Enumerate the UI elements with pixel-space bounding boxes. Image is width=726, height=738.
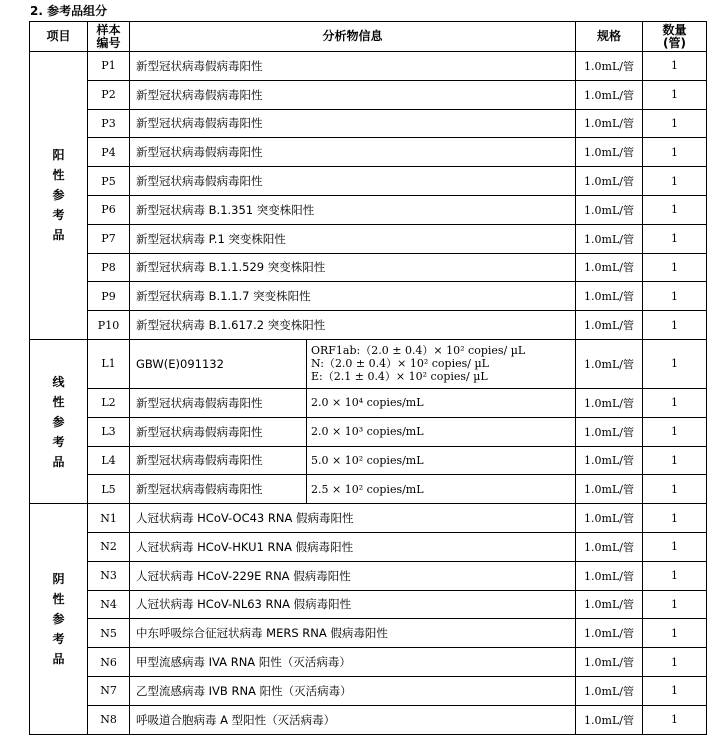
sample-id: N4 (88, 590, 130, 619)
spec-cell: 1.0mL/管 (576, 561, 643, 590)
table-row (30, 253, 707, 282)
qty-cell: 1 (643, 532, 707, 561)
table-row (30, 167, 707, 196)
concentration-cell: 2.0 × 10⁴ copies/mL (307, 388, 576, 417)
analyte-info: 新型冠状病毒假病毒阳性 (130, 52, 576, 81)
analyte-info: 新型冠状病毒假病毒阳性 (130, 109, 576, 138)
analyte-info: 人冠状病毒 HCoV-OC43 RNA 假病毒阳性 (130, 504, 576, 533)
header-project: 项目 (30, 22, 88, 52)
table-row (30, 109, 707, 138)
qty-cell: 1 (643, 648, 707, 677)
qty-cell: 1 (643, 167, 707, 196)
qty-cell: 1 (643, 705, 707, 734)
spec-cell: 1.0mL/管 (576, 282, 643, 311)
analyte-info: 乙型流感病毒 IVB RNA 阳性（灭活病毒） (130, 676, 576, 705)
table-row (30, 80, 707, 109)
qty-cell: 1 (643, 619, 707, 648)
analyte-info: GBW(E)091132 (130, 339, 307, 388)
table-row (30, 705, 707, 734)
table-row (30, 311, 707, 340)
analyte-info: 新型冠状病毒假病毒阳性 (130, 475, 307, 504)
analyte-info: 新型冠状病毒 B.1.617.2 突变株阳性 (130, 311, 576, 340)
spec-cell: 1.0mL/管 (576, 446, 643, 475)
qty-cell: 1 (643, 311, 707, 340)
spec-cell: 1.0mL/管 (576, 388, 643, 417)
group-negative: 阴性参考品 (30, 504, 88, 734)
sample-id: N3 (88, 561, 130, 590)
spec-cell: 1.0mL/管 (576, 224, 643, 253)
group-linear: 线性参考品 (30, 339, 88, 503)
qty-cell: 1 (643, 80, 707, 109)
header-sample-id: 样本编号 (88, 22, 130, 52)
spec-cell: 1.0mL/管 (576, 676, 643, 705)
spec-cell: 1.0mL/管 (576, 109, 643, 138)
section-title: 2. 参考品组分 (30, 4, 108, 18)
analyte-info: 新型冠状病毒 B.1.351 突变株阳性 (130, 195, 576, 224)
spec-cell: 1.0mL/管 (576, 253, 643, 282)
table-row (30, 138, 707, 167)
spec-cell: 1.0mL/管 (576, 504, 643, 533)
header-qty: 数量(管) (643, 22, 707, 52)
sample-id: L1 (88, 339, 130, 388)
sample-id: N6 (88, 648, 130, 677)
concentration-cell: 2.5 × 10² copies/mL (307, 475, 576, 504)
analyte-info: 呼吸道合胞病毒 A 型阳性（灭活病毒） (130, 705, 576, 734)
concentration-cell: 2.0 × 10³ copies/mL (307, 417, 576, 446)
qty-cell: 1 (643, 109, 707, 138)
spec-cell: 1.0mL/管 (576, 339, 643, 388)
qty-cell: 1 (643, 504, 707, 533)
analyte-info: 新型冠状病毒假病毒阳性 (130, 167, 576, 196)
sample-id: L4 (88, 446, 130, 475)
analyte-info: 新型冠状病毒 B.1.1.7 突变株阳性 (130, 282, 576, 311)
spec-cell: 1.0mL/管 (576, 167, 643, 196)
sample-id: N5 (88, 619, 130, 648)
concentration-orf1ab: ORF1ab:（2.0 ± 0.4）× 10² copies/ µL (311, 344, 526, 358)
sample-id: N7 (88, 676, 130, 705)
qty-cell: 1 (643, 339, 707, 388)
sample-id: L3 (88, 417, 130, 446)
spec-cell: 1.0mL/管 (576, 417, 643, 446)
sample-id: N1 (88, 504, 130, 533)
spec-cell: 1.0mL/管 (576, 138, 643, 167)
spec-cell: 1.0mL/管 (576, 52, 643, 81)
table-row (30, 224, 707, 253)
spec-cell: 1.0mL/管 (576, 195, 643, 224)
table-row (30, 475, 707, 504)
qty-cell: 1 (643, 590, 707, 619)
analyte-info: 新型冠状病毒 P.1 突变株阳性 (130, 224, 576, 253)
table-row (30, 388, 707, 417)
reference-table (29, 21, 707, 735)
concentration-cell: 5.0 × 10² copies/mL (307, 446, 576, 475)
table-row (30, 504, 707, 533)
analyte-info: 人冠状病毒 HCoV-229E RNA 假病毒阳性 (130, 561, 576, 590)
sample-id: P7 (88, 224, 130, 253)
table-row (30, 339, 707, 388)
spec-cell: 1.0mL/管 (576, 532, 643, 561)
table-row (30, 590, 707, 619)
table-row (30, 676, 707, 705)
header-analyte: 分析物信息 (130, 22, 576, 52)
concentration-n: N:（2.0 ± 0.4）× 10² copies/ µL (311, 357, 489, 371)
table-row (30, 417, 707, 446)
qty-cell: 1 (643, 676, 707, 705)
table-row (30, 648, 707, 677)
table-row (30, 52, 707, 81)
sample-id: P3 (88, 109, 130, 138)
table-header-row (30, 22, 707, 52)
sample-id: P1 (88, 52, 130, 81)
qty-cell: 1 (643, 282, 707, 311)
table-row (30, 282, 707, 311)
qty-cell: 1 (643, 561, 707, 590)
analyte-info: 新型冠状病毒 B.1.1.529 突变株阳性 (130, 253, 576, 282)
analyte-info: 甲型流感病毒 IVA RNA 阳性（灭活病毒） (130, 648, 576, 677)
qty-cell: 1 (643, 52, 707, 81)
analyte-info: 新型冠状病毒假病毒阳性 (130, 417, 307, 446)
header-spec: 规格 (576, 22, 643, 52)
sample-id: P5 (88, 167, 130, 196)
analyte-info: 新型冠状病毒假病毒阳性 (130, 138, 576, 167)
group-positive: 阳性参考品 (30, 52, 88, 340)
spec-cell: 1.0mL/管 (576, 619, 643, 648)
sample-id: P9 (88, 282, 130, 311)
sample-id: L5 (88, 475, 130, 504)
concentration-e: E:（2.1 ± 0.4）× 10² copies/ µL (311, 370, 488, 384)
analyte-info: 人冠状病毒 HCoV-NL63 RNA 假病毒阳性 (130, 590, 576, 619)
qty-cell: 1 (643, 446, 707, 475)
sample-id: P6 (88, 195, 130, 224)
sample-id: P2 (88, 80, 130, 109)
concentration-cell (307, 339, 576, 388)
analyte-info: 新型冠状病毒假病毒阳性 (130, 80, 576, 109)
sample-id: N8 (88, 705, 130, 734)
sample-id: N2 (88, 532, 130, 561)
qty-cell: 1 (643, 475, 707, 504)
spec-cell: 1.0mL/管 (576, 311, 643, 340)
spec-cell: 1.0mL/管 (576, 590, 643, 619)
qty-cell: 1 (643, 388, 707, 417)
table-row (30, 561, 707, 590)
analyte-info: 新型冠状病毒假病毒阳性 (130, 446, 307, 475)
analyte-info: 中东呼吸综合征冠状病毒 MERS RNA 假病毒阳性 (130, 619, 576, 648)
table-row (30, 195, 707, 224)
table-row (30, 619, 707, 648)
sample-id: P10 (88, 311, 130, 340)
qty-cell: 1 (643, 253, 707, 282)
spec-cell: 1.0mL/管 (576, 475, 643, 504)
qty-cell: 1 (643, 224, 707, 253)
table-row (30, 446, 707, 475)
qty-cell: 1 (643, 195, 707, 224)
table-row (30, 532, 707, 561)
spec-cell: 1.0mL/管 (576, 648, 643, 677)
spec-cell: 1.0mL/管 (576, 705, 643, 734)
sample-id: P4 (88, 138, 130, 167)
sample-id: L2 (88, 388, 130, 417)
sample-id: P8 (88, 253, 130, 282)
spec-cell: 1.0mL/管 (576, 80, 643, 109)
qty-cell: 1 (643, 417, 707, 446)
qty-cell: 1 (643, 138, 707, 167)
analyte-info: 人冠状病毒 HCoV-HKU1 RNA 假病毒阳性 (130, 532, 576, 561)
analyte-info: 新型冠状病毒假病毒阳性 (130, 388, 307, 417)
